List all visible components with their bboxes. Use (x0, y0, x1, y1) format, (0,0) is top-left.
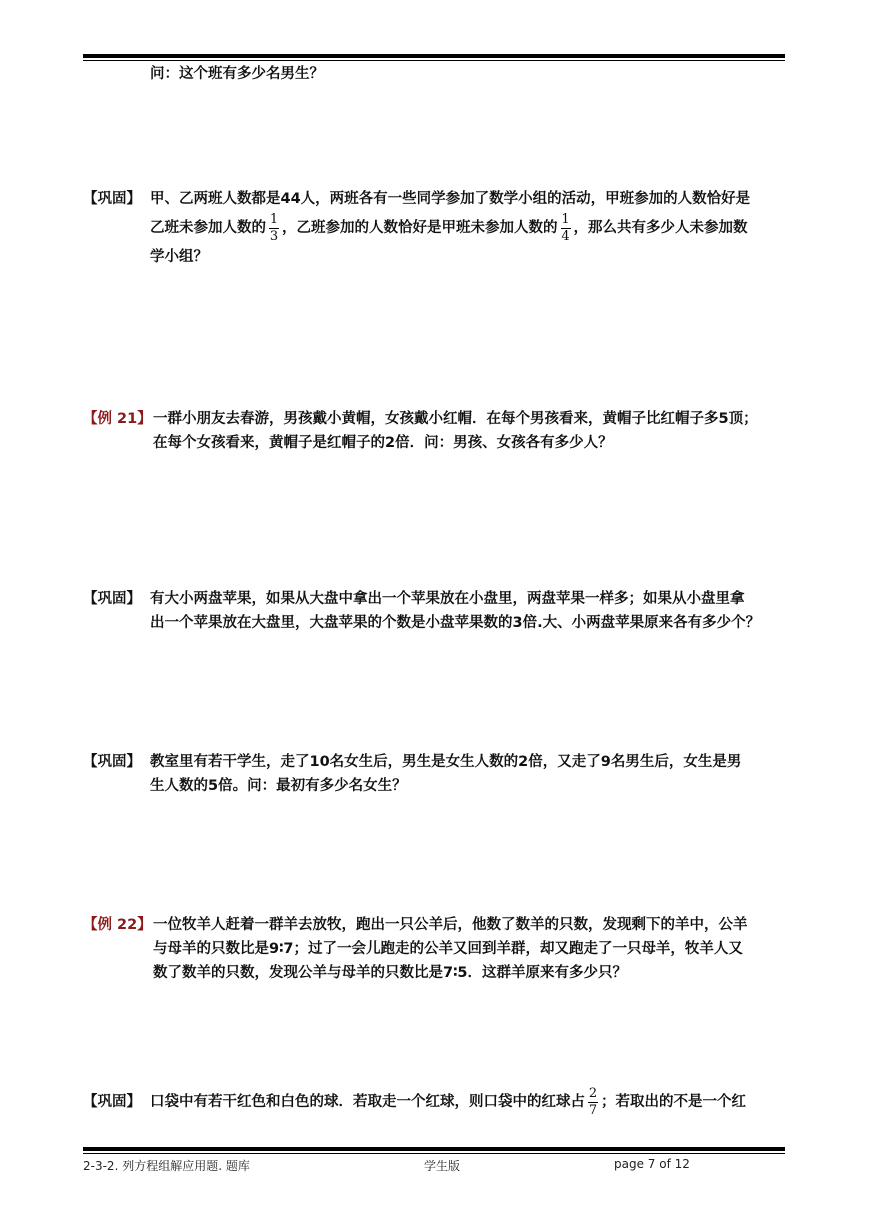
problem-line (150, 211, 785, 245)
problem-tag: 【巩固】 (83, 191, 141, 207)
header-rule-thin (83, 60, 785, 61)
problem-text: 乙班未参加人数的 (150, 220, 266, 236)
header-rule-thick (83, 54, 785, 58)
problem-line: 学小组？ (150, 249, 208, 265)
fraction (269, 213, 279, 244)
problem-line: 甲、乙两班人数都是44人，两班各有一些同学参加了数学小组的活动，甲班参加的人数恰好是 (150, 191, 751, 207)
footer-page-number: page 7 of 12 (614, 1157, 690, 1171)
fraction-denominator: 3 (269, 228, 279, 244)
fraction-denominator: 7 (588, 1102, 598, 1118)
fraction-denominator: 4 (561, 228, 570, 244)
problem-line: 一群小朋友去春游，男孩戴小黄帽，女孩戴小红帽．在每个男孩看来，黄帽子比红帽子多5顶； (153, 411, 758, 427)
problem-text: ，那么共有多少人未参加数 (573, 220, 748, 236)
problem-tag: 【巩固】 (83, 591, 141, 607)
problem-line: 教室里有若干学生，走了10名女生后，男生是女生人数的2倍，又走了9名男生后，女生是男 (150, 754, 742, 770)
problem-line: 一位牧羊人赶着一群羊去放牧，跑出一只公羊后，他数了数羊的只数，发现剩下的羊中，公羊 (153, 917, 748, 933)
continued-question-text: 问：这个班有多少名男生？ (150, 66, 324, 82)
footer-rule-thick (83, 1147, 785, 1151)
problem-line: 出一个苹果放在大盘里，大盘苹果的个数是小盘苹果数的3倍.大、小两盘苹果原来各有多少个？ (150, 615, 761, 631)
problem-line: 与母羊的只数比是9∶7；过了一会儿跑走的公羊又回到羊群，却又跑走了一只母羊，牧羊人又 (153, 941, 743, 957)
problem-line: 数了数羊的只数，发现公羊与母羊的只数比是7∶5．这群羊原来有多少只？ (153, 965, 627, 981)
footer-rule-thin (83, 1153, 785, 1154)
problem-tag: 【巩固】 (83, 1094, 141, 1110)
problem-text: ；若取出的不是一个红 (601, 1094, 746, 1110)
problem-tag: 【例 22】 (83, 917, 152, 933)
footer-left: 2-3-2. 列方程组解应用题. 题库 (83, 1159, 250, 1173)
fraction-numerator: 2 (588, 1085, 598, 1101)
problem-line: 在每个女孩看来，黄帽子是红帽子的2倍．问：男孩、女孩各有多少人？ (153, 435, 613, 451)
footer-center: 学生版 (424, 1159, 461, 1173)
problem-text: 口袋中有若干红色和白色的球．若取走一个红球，则口袋中的红球占 (150, 1094, 585, 1110)
problem-tag: 【巩固】 (83, 754, 141, 770)
fraction (588, 1087, 598, 1118)
problem-tag: 【例 21】 (83, 411, 152, 427)
problem-line: 有大小两盘苹果，如果从大盘中拿出一个苹果放在小盘里，两盘苹果一样多；如果从小盘里拿 (150, 591, 745, 607)
fraction-numerator: 1 (269, 211, 279, 227)
problem-line: 生人数的5倍。问：最初有多少名女生？ (150, 778, 407, 794)
fraction (561, 213, 571, 244)
fraction-numerator: 1 (561, 211, 570, 227)
problem-line (150, 1085, 785, 1119)
problem-text: ，乙班参加的人数恰好是甲班未参加人数的 (282, 220, 558, 236)
